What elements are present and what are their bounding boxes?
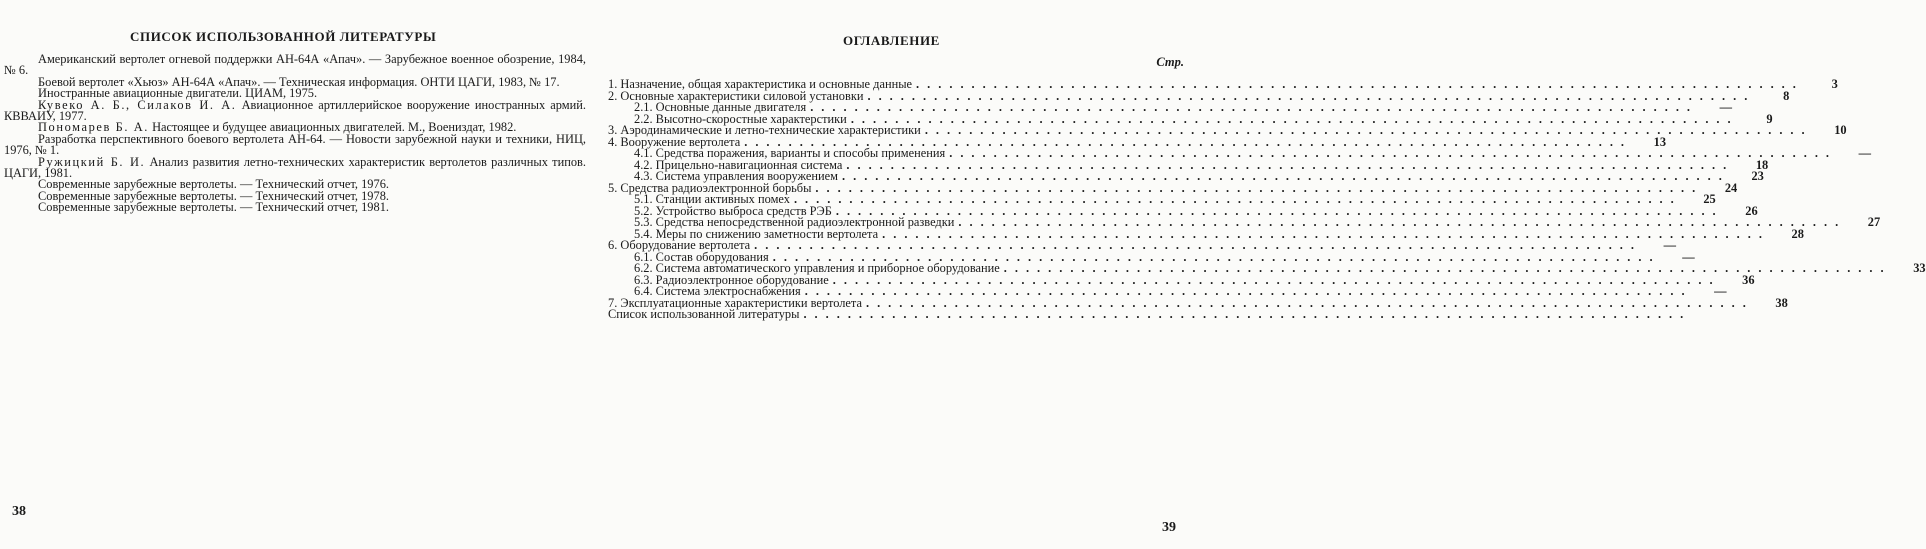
toc-entry-page: 3 [1831,77,1838,91]
page-number-left: 38 [12,504,26,519]
reference-item [4,154,586,181]
toc-entry-label: 3. Аэродинамические и летно-технические характеристики [608,123,921,137]
toc-entry-label: 2.2. Высотно-скоростные характерстики [634,111,847,126]
toc-entry-page: 27 [1867,215,1881,229]
toc-leader-dots: ................................................................................ [949,146,1838,160]
toc-leader-dots: ................................................................................ [842,169,1730,183]
reference-text: Разработка перспективного боевого вертолета АН-64. — Новости зарубежной науки и техники, НИЦ, 1976, № 1. [4,131,586,158]
toc-leader-dots: ................................................................................ [865,295,1754,310]
reference-text: Авиационное артиллерийское вооружение иностранных армий. КВВАИУ, 1977. [4,97,586,124]
contents-title: ОГЛАВЛЕНИЕ [843,33,940,48]
toc-entry-page: 36 [1742,272,1755,287]
right-page [600,0,1926,549]
toc-entry-label: 5.2. Устройство выброса средств РЭБ [634,203,832,218]
toc-entry-page: — [1682,249,1695,264]
toc-entry-page: 28 [1791,226,1804,241]
reference-text: Современные зарубежные вертолеты. — Технический отчет, 1976. [38,177,389,192]
table-of-contents [608,77,1926,321]
left-page [0,0,600,549]
bibliography-title: СПИСОК ИСПОЛЬЗОВАННОЙ ЛИТЕРАТУРЫ [130,29,437,44]
reference-list [4,54,586,214]
toc-entry-label: 5.1. Станции активных помех [634,192,790,206]
toc-entry [608,307,1692,321]
toc-leader-dots: ................................................................................ [815,180,1704,195]
toc-leader-dots: ................................................................................ [803,307,1692,321]
toc-leader-dots: ................................................................................ [744,134,1633,149]
toc-entry-label: 2.1. Основные данные двигателя [634,100,807,114]
toc-leader-dots: ................................................................................ [958,215,1847,229]
toc-leader-dots: ................................................................................ [867,88,1756,103]
toc-entry-label: 6.3. Радиоэлектронное оборудование [634,272,829,287]
toc-leader-dots: ................................................................................ [804,284,1693,298]
reference-text: Современные зарубежные вертолеты. — Технический отчет, 1978. [38,188,389,203]
reference-item [4,97,586,124]
toc-leader-dots: ................................................................................ [1003,261,1892,275]
toc-entry-label: 4.1. Средства поражения, варианты и способы применения [634,146,946,160]
toc-leader-dots: ................................................................................ [832,272,1721,287]
page-column-header: Стр. [1156,55,1184,69]
toc-entry-label: 4.3. Система управления вооружением [634,169,839,183]
reference-author: Ружицкий Б. И. [38,154,146,169]
reference-author: Пономарев Б. А. [38,120,149,135]
toc-leader-dots: ................................................................................ [882,226,1770,241]
toc-entry-page: 13 [1653,134,1667,149]
toc-entry-label: 5.4. Меры по снижению заметности вертолета [634,226,879,241]
toc-entry-label: 5.3. Средства непосредственной радиоэлектронной разведки [634,215,955,229]
reference-author: Кувеко А. Б., Силаков И. А. [38,97,237,112]
reference-text: Американский вертолет огневой поддержки АН-64А «Апач». — Зарубежное военное обозрение, 1984, № 6. [4,52,586,78]
toc-entry-page: 26 [1745,203,1758,218]
toc-entry-page: — [1858,146,1872,160]
toc-entry-label: 6.2. Система автоматического управления и приборное оборудование [634,261,1000,275]
toc-entry-label: 4.2. Прицельно-навигационная система [634,157,843,172]
toc-entry-page: 10 [1834,123,1847,137]
toc-leader-dots: ................................................................................ [835,203,1724,218]
toc-entry-label: 6.4. Система электроснабжения [634,284,801,298]
reference-text: Иностранные авиационные двигатели. ЦИАМ, 1975. [38,86,318,101]
toc-leader-dots: ................................................................................ [810,100,1699,114]
toc-entry-label: 1. Назначение, общая характеристика и основные данные [608,77,913,91]
reference-item [4,54,586,77]
page-number-right: 39 [1162,520,1176,535]
toc-leader-dots: ................................................................................ [793,192,1682,206]
toc-entry-label: 2. Основные характеристики силовой установки [608,88,864,103]
toc-entry-page: — [1714,284,1727,298]
reference-item [4,131,586,158]
toc-entry-page: 38 [1775,295,1788,310]
toc-entry-page: 25 [1703,192,1716,206]
reference-text: Боевой вертолет «Хьюз» АН-64А «Апач». — Техническая информация. ОНТИ ЦАГИ, 1983, № 17. [38,74,560,89]
toc-leader-dots: ................................................................................ [924,123,1813,137]
toc-entry-page: 24 [1724,180,1738,195]
toc-entry-page: 33 [1913,261,1926,275]
reference-text: Анализ развития летно-технических характеристик вертолетов различных типов. ЦАГИ, 1981. [4,154,586,181]
toc-entry-page: 8 [1783,88,1790,103]
reference-text: Настоящее и будущее авиационных двигателей. М., Воениздат, 1982. [149,120,517,135]
toc-entry-page: — [1663,238,1676,252]
toc-leader-dots: ................................................................................ [846,157,1735,172]
toc-leader-dots: ................................................................................ [754,238,1642,252]
toc-leader-dots: ................................................................................ [850,111,1739,126]
toc-entry-page: 18 [1755,157,1769,172]
toc-entry-page: 23 [1751,169,1764,183]
toc-entry-label: 6.1. Состав оборудования [634,249,769,264]
toc-entry-label: 6. Оборудование вертолета [608,238,751,252]
reference-text: Современные зарубежные вертолеты. — Технический отчет, 1981. [38,200,389,215]
toc-entry-page: — [1719,100,1733,114]
toc-entry-label: 4. Вооружение вертолета [608,134,741,149]
toc-leader-dots: ................................................................................ [916,77,1804,91]
toc-leader-dots: ................................................................................ [772,249,1661,264]
toc-entry-page: 9 [1766,111,1773,126]
toc-entry-label: 7. Эксплуатационные характеристики вертолета [608,295,862,310]
toc-entry-label: Список использованной литературы [608,307,800,321]
reference-item [4,202,586,213]
toc-entry-label: 5. Средства радиоэлектронной борьбы [608,180,812,195]
